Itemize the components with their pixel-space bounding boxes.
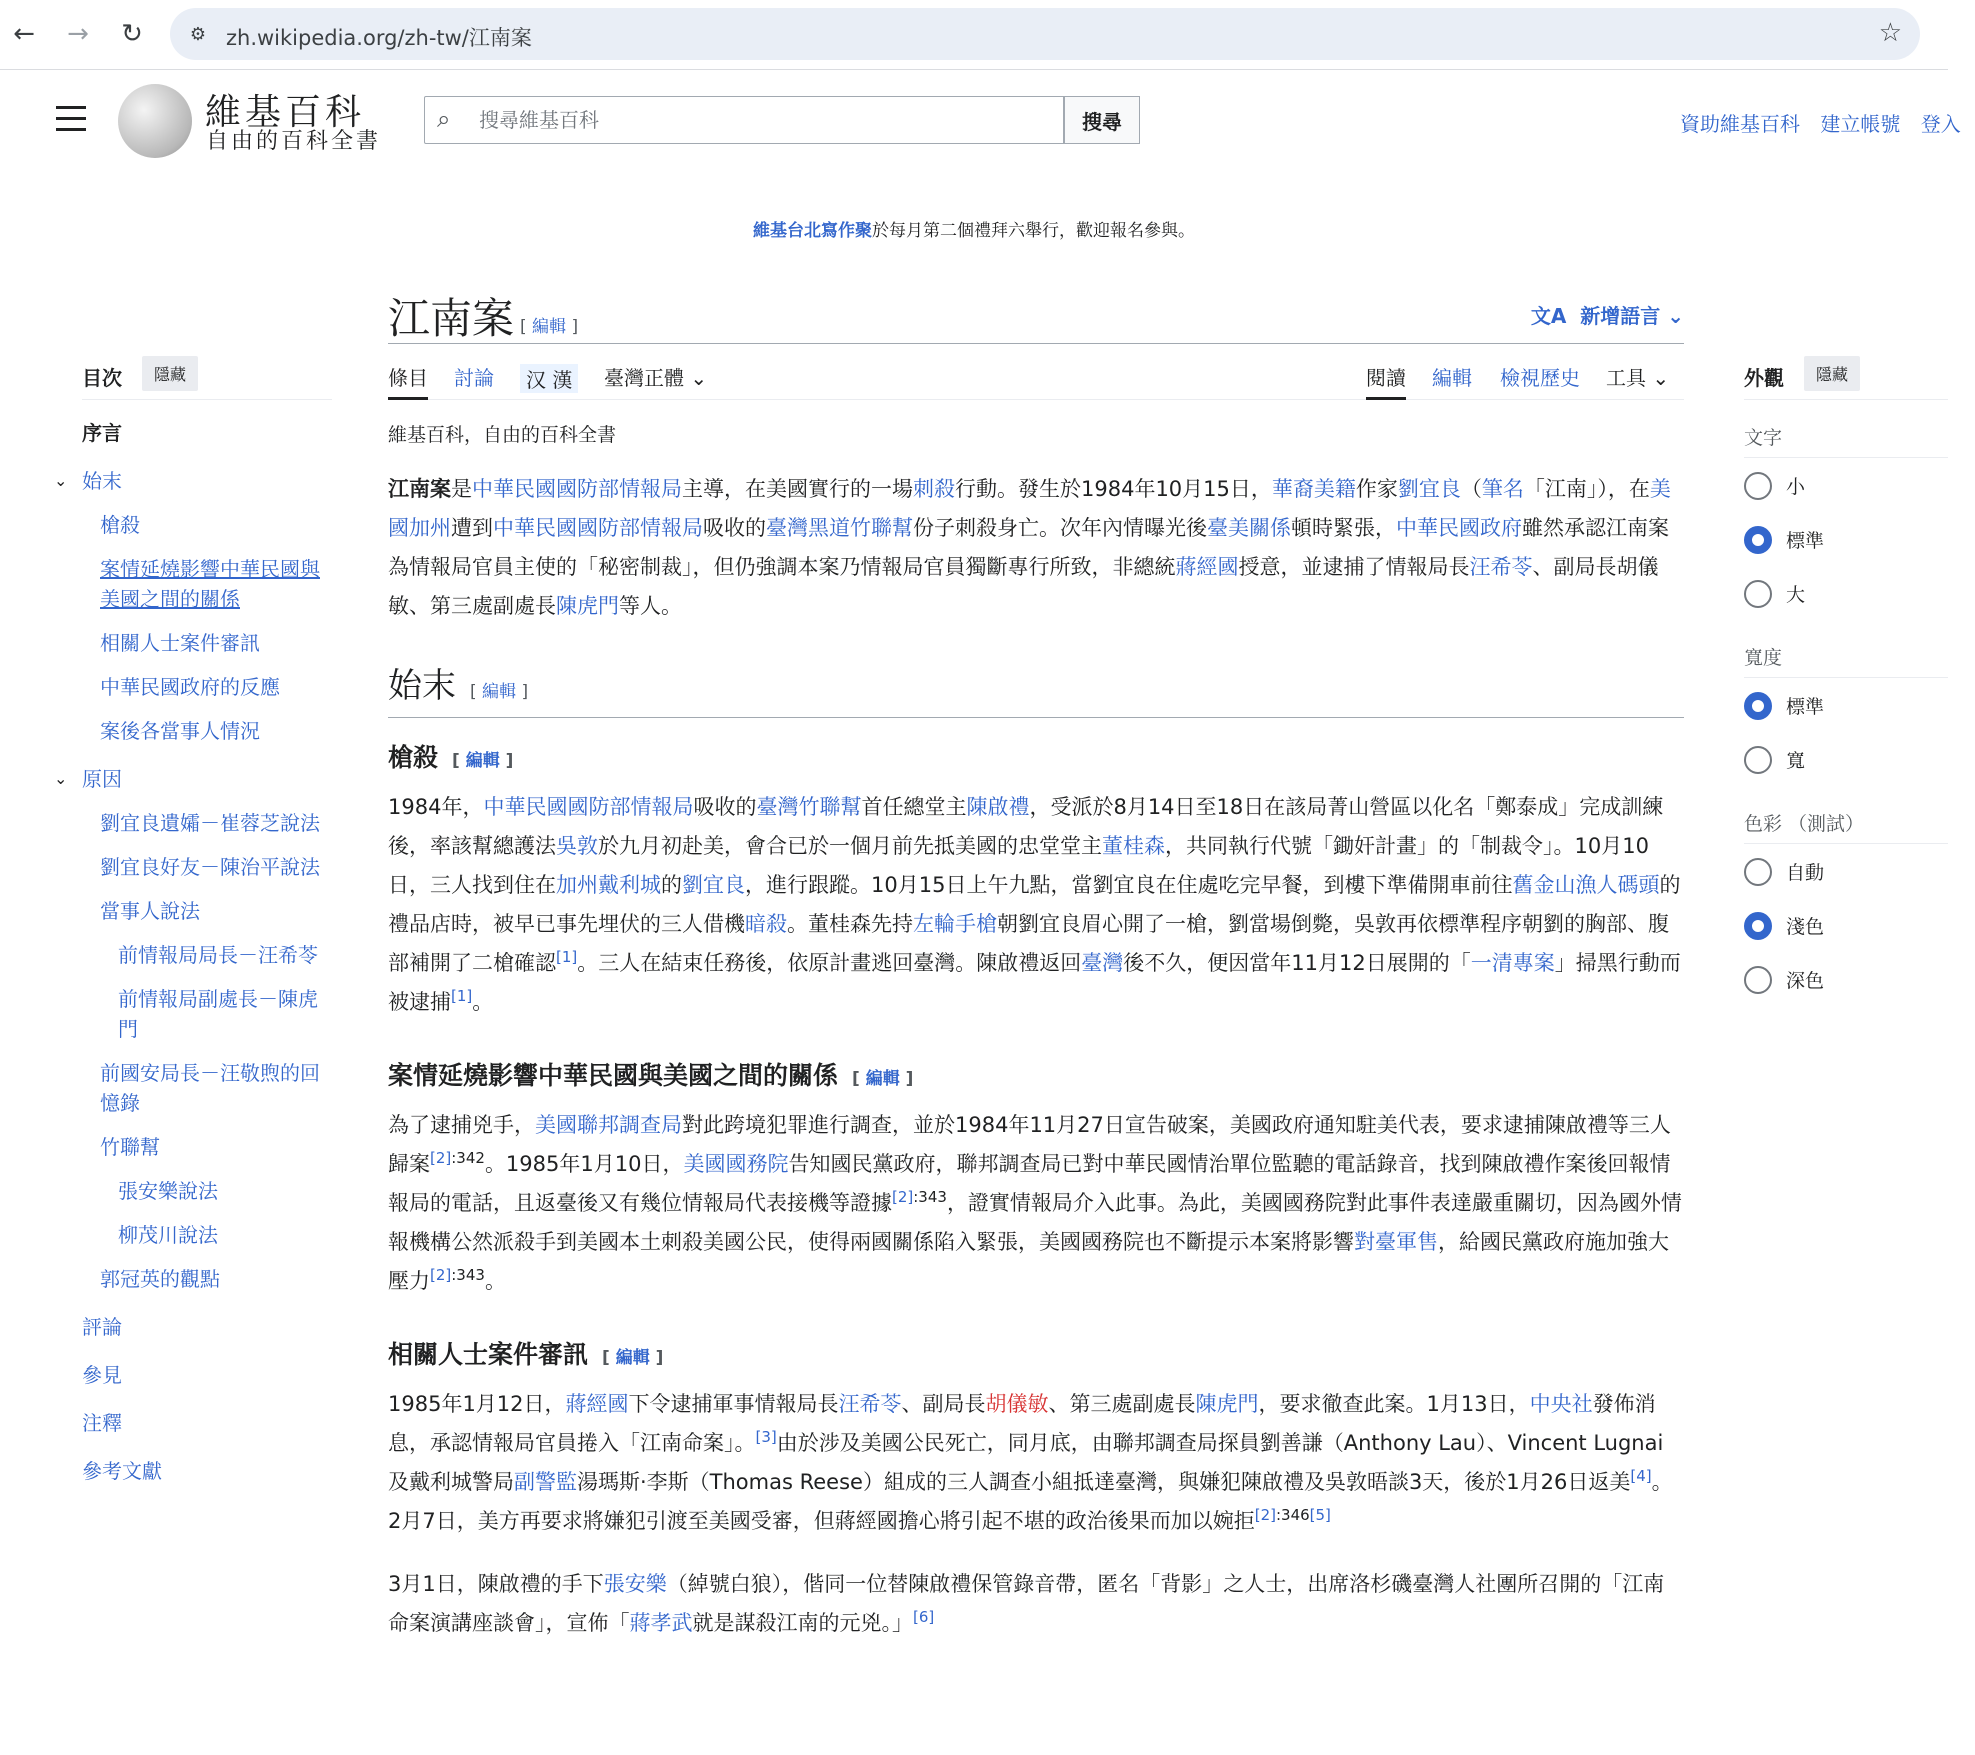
- toc-item-label: 評論: [82, 1315, 122, 1339]
- toc-item[interactable]: [82, 672, 332, 702]
- radio-label: 大: [1786, 584, 1806, 606]
- browser-toolbar: [0, 0, 1948, 70]
- radio-option[interactable]: [1744, 566, 1948, 620]
- toc-item[interactable]: [82, 1176, 332, 1206]
- forward-icon[interactable]: →: [67, 19, 89, 49]
- toc-item[interactable]: [82, 628, 332, 658]
- toc-item-label: 注釋: [82, 1411, 122, 1435]
- tab-read[interactable]: 閱讀: [1366, 362, 1406, 400]
- variant-select[interactable]: 臺灣正體 ⌄: [604, 366, 708, 390]
- toc-item[interactable]: [82, 852, 332, 882]
- toc-item-label: 參見: [82, 1363, 122, 1387]
- text-size-label: 文字: [1744, 418, 1948, 458]
- tools-menu[interactable]: 工具 ⌄: [1606, 366, 1670, 390]
- toc-hide-button[interactable]: 隱藏: [142, 356, 198, 391]
- toc-item-label: 劉宜良遺孀－崔蓉芝說法: [100, 811, 320, 835]
- toc-item-label: 郭冠英的觀點: [100, 1267, 220, 1291]
- body-paragraph: 3月1日，陳啟禮的手下張安樂（綽號白狼），偕同一位替陳啟禮保管錄音帶，匿名「背影」之人士，出席洛杉磯臺灣人社團所召開的「江南命案演講座談會」，宣佈「蔣孝武就是謀殺江南的元兇。」[6]: [388, 1572, 1665, 1635]
- toc-item[interactable]: [54, 764, 332, 794]
- create-account-link[interactable]: 建立帳號: [1820, 112, 1901, 136]
- page-tabs: [388, 344, 1684, 400]
- toc-item[interactable]: [82, 1058, 332, 1118]
- wikipedia-globe-logo[interactable]: [118, 84, 192, 158]
- radio-button[interactable]: [1744, 858, 1772, 886]
- subsection-heading: 相關人士案件審訊 [ 編輯 ]: [388, 1340, 664, 1369]
- toc-item-label: 當事人說法: [100, 899, 200, 923]
- chevron-down-icon: ⌄: [1667, 304, 1684, 328]
- toc-item[interactable]: [82, 1456, 332, 1486]
- toc-item[interactable]: [82, 940, 332, 970]
- toc-item[interactable]: [82, 1220, 332, 1250]
- toc-item-label: 張安樂說法: [118, 1179, 218, 1203]
- radio-button[interactable]: [1744, 526, 1772, 554]
- radio-option[interactable]: [1744, 844, 1948, 898]
- subsection-heading: 案情延燒影響中華民國與美國之間的關係 [ 編輯 ]: [388, 1061, 914, 1090]
- tab-talk[interactable]: 討論: [454, 366, 494, 390]
- toc-item-label: 槍殺: [100, 513, 140, 537]
- text-size-options: [1744, 458, 1948, 620]
- radio-label: 標準: [1786, 530, 1825, 552]
- donate-link[interactable]: 資助維基百科: [1680, 112, 1800, 136]
- toc-item-label: 相關人士案件審訊: [100, 631, 260, 655]
- toc-item-label: 序言: [82, 421, 122, 445]
- toc-item[interactable]: [82, 1360, 332, 1390]
- toc-item[interactable]: [82, 1312, 332, 1342]
- radio-option[interactable]: [1744, 898, 1948, 952]
- logo-wordmark[interactable]: 維基百科: [205, 92, 366, 133]
- body-paragraph: 1984年，中華民國國防部情報局吸收的臺灣竹聯幫首任總堂主陳啟禮，受派於8月14日至18日在該局菁山營區以化名「鄭泰成」完成訓練後，率該幫總護法吳敦於九月初赴美，會合已於一個月前先抵美國的忠堂堂主董桂森，共同執行代號「鋤奸計畫」的「制裁令」。10月10日，三人找到住在加州戴利城的劉宜良，進行跟蹤。10月15日上午九點，當劉宜良在住處吃完早餐，到樓下準備開車前往舊金山漁人碼頭的禮品店時，被早已事先埋伏的三人借機暗殺。董桂森先持左輪手槍朝劉宜良眉心開了一槍，劉當場倒斃，吳敦再依標準程序朝劉的胸部、腹部補開了二槍確認[1]。三人在結束任務後，依原計畫逃回臺灣。陳啟禮返回臺灣後不久，便因當年11月12日展開的「一清專案」掃黑行動而被逮捕[1]。: [388, 795, 1681, 1014]
- color-label: 色彩 （測試）: [1744, 804, 1948, 844]
- toc-item-label: 案情延燒影響中華民國與美國之間的關係: [100, 557, 320, 611]
- user-links: [1680, 108, 1975, 137]
- appearance-panel: [1744, 356, 1948, 1006]
- toc-item[interactable]: [54, 466, 332, 496]
- radio-label: 小: [1786, 476, 1806, 498]
- toc-item[interactable]: [82, 1264, 332, 1294]
- url-text[interactable]: zh.wikipedia.org/zh-tw/江南案: [226, 26, 532, 50]
- toc-title: 目次: [82, 366, 122, 390]
- title-row: [388, 286, 1684, 344]
- login-link[interactable]: 登入: [1920, 112, 1961, 136]
- body-paragraph: 1985年1月12日，蔣經國下令逮捕軍事情報局長汪希苓、副局長胡儀敏、第三處副處長陳虎門，要求徹查此案。1月13日，中央社發佈消息，承認情報局官員捲入「江南命案」。[3]由於涉及美國公民死亡，同月底，由聯邦調查局探員劉善謙（Anthony Lau）、Vincent Lugnai及戴利城警局副警監湯瑪斯·李斯（Thomas Reese）組成的三人調查小組抵達臺灣，與嫌犯陳啟禮及吳敦晤談3天，後於1月26日返美[4]。2月7日，美方再要求將嫌犯引渡至美國受審，但蔣經國擔心將引起不堪的政治後果而加以婉拒[2]:346[5]: [388, 1392, 1673, 1533]
- chevron-down-icon: ⌄: [1652, 366, 1670, 390]
- tab-article[interactable]: 條目: [388, 362, 428, 400]
- tab-history[interactable]: 檢視歷史: [1500, 366, 1580, 390]
- body-paragraph: 為了逮捕兇手，美國聯邦調查局對此跨境犯罪進行調查，並於1984年11月27日宣告破案，美國政府通知駐美代表，要求逮捕陳啟禮等三人歸案$^{[2]:342}$。1985年1月10日，美國國務院告知國民黨政府，聯邦調查局已對中華民國情治單位監聽的電話錄音，找到陳啟禮作案後回報情報局的電話，且返臺後又有幾位情報局代表接機等證據$^{[2]:343}$，證實情報局介入此事。為此，美國國務院對此事件表達嚴重關切，因為國外情報機構公然派殺手到美國本土刺殺美國公民，使得兩國關係陷入緊張，美國國務院也不斷提示本案將影響對臺軍售，給國民黨政府施加強大壓力$^{[2]:343}$。: [388, 1113, 1682, 1293]
- site-info-icon[interactable]: ⚙: [189, 23, 207, 45]
- main-content: [388, 286, 1684, 1635]
- toc-item-label: 劉宜良好友－陳治平說法: [100, 855, 320, 879]
- search-icon: ⌕: [437, 105, 451, 133]
- site-tagline: 維基百科，自由的百科全書: [388, 424, 617, 446]
- appearance-header: [1744, 356, 1948, 400]
- width-label: 寬度: [1744, 638, 1948, 678]
- site-notice: [0, 216, 1948, 241]
- toc-item-label: 前國安局長－汪敬煦的回憶錄: [100, 1061, 320, 1115]
- title-edit-link: [ 編輯 ]: [520, 317, 579, 337]
- search-input[interactable]: [479, 103, 999, 137]
- radio-option[interactable]: [1744, 952, 1948, 1006]
- radio-option[interactable]: [1744, 732, 1948, 786]
- search-button[interactable]: 搜尋: [1064, 96, 1140, 144]
- logo-tagline: 自由的百科全書: [206, 129, 382, 154]
- toc-list: [54, 418, 332, 1486]
- variant-toggle[interactable]: 汉 漢: [520, 364, 578, 393]
- radio-label: 寬: [1786, 750, 1806, 772]
- radio-button[interactable]: [1744, 746, 1772, 774]
- address-bar[interactable]: [170, 8, 1920, 60]
- radio-button[interactable]: [1744, 692, 1772, 720]
- chevron-down-icon: ⌄: [690, 366, 708, 390]
- toc-item-label: 竹聯幫: [100, 1135, 160, 1159]
- radio-option[interactable]: [1744, 458, 1948, 512]
- toc-item[interactable]: [82, 896, 332, 926]
- radio-button[interactable]: [1744, 912, 1772, 940]
- page-title: 江南案: [388, 294, 515, 343]
- toc-item[interactable]: [82, 984, 332, 1044]
- add-languages-button[interactable]: 文A 新增語言 ⌄: [1530, 304, 1684, 328]
- article-body: [388, 470, 1684, 1643]
- bookmark-star-icon[interactable]: ☆: [1878, 18, 1902, 48]
- reload-icon[interactable]: ↻: [121, 19, 143, 49]
- section-heading: 始末 [ 編輯 ]: [388, 662, 1684, 718]
- toc-collapse-chevron-icon[interactable]: ⌄: [54, 471, 68, 490]
- toc-item-label: 始末: [82, 469, 122, 493]
- tab-edit[interactable]: 編輯: [1432, 366, 1472, 390]
- translate-icon: 文A: [1530, 304, 1567, 328]
- toc-item-label: 原因: [82, 767, 122, 791]
- radio-option[interactable]: [1744, 512, 1948, 566]
- toc-collapse-chevron-icon[interactable]: ⌄: [54, 769, 68, 788]
- subsection-heading: 槍殺 [ 編輯 ]: [388, 743, 514, 772]
- radio-label: 標準: [1786, 696, 1825, 718]
- table-of-contents: [54, 356, 332, 1486]
- appearance-title: 外觀: [1744, 366, 1784, 390]
- toc-header: [82, 356, 332, 400]
- toc-item[interactable]: [82, 1132, 332, 1162]
- toc-item-label: 前情報局局長－汪希苓: [118, 943, 318, 967]
- toc-item[interactable]: [82, 1408, 332, 1438]
- radio-label: 自動: [1786, 862, 1825, 884]
- lead-paragraph: 江南案是中華民國國防部情報局主導，在美國實行的一場刺殺行動。發生於1984年10月15日，華裔美籍作家劉宜良（筆名「江南」），在美國加州遭到中華民國國防部情報局吸收的臺灣黑道竹聯幫份子刺殺身亡。次年內情曝光後臺美關係頓時緊張，中華民國政府雖然承認江南案為情報局官員主使的「秘密制裁」，但仍強調本案乃情報局官員獨斷專行所致，非總統蔣經國授意，並逮捕了情報局長汪希苓、副局長胡儀敏、第三處副處長陳虎門等人。: [388, 477, 1671, 618]
- radio-button[interactable]: [1744, 472, 1772, 500]
- toc-item-label: 中華民國政府的反應: [100, 675, 280, 699]
- back-icon[interactable]: ←: [13, 19, 35, 49]
- search-box: [424, 96, 1064, 144]
- toc-item[interactable]: [82, 554, 332, 614]
- appearance-hide-button[interactable]: 隱藏: [1804, 356, 1860, 391]
- radio-button[interactable]: [1744, 966, 1772, 994]
- main-menu-button[interactable]: [56, 106, 86, 132]
- toc-item-label: 柳茂川說法: [118, 1223, 218, 1247]
- toc-item[interactable]: [82, 510, 332, 540]
- radio-label: 淺色: [1786, 916, 1825, 938]
- radio-label: 深色: [1786, 970, 1825, 992]
- toc-item-label: 案後各當事人情況: [100, 719, 260, 743]
- toc-item[interactable]: [82, 808, 332, 838]
- radio-button[interactable]: [1744, 580, 1772, 608]
- width-options: [1744, 678, 1948, 786]
- toc-item[interactable]: [82, 716, 332, 746]
- site-notice-text: 於每月第二個禮拜六舉行，歡迎報名參與。: [872, 221, 1195, 241]
- toc-item-label: 參考文獻: [82, 1459, 162, 1483]
- color-options: [1744, 844, 1948, 1006]
- radio-option[interactable]: [1744, 678, 1948, 732]
- toc-item[interactable]: [82, 418, 332, 448]
- site-notice-link[interactable]: 維基台北寫作聚: [753, 221, 872, 241]
- toc-item-label: 前情報局副處長－陳虎門: [118, 987, 318, 1041]
